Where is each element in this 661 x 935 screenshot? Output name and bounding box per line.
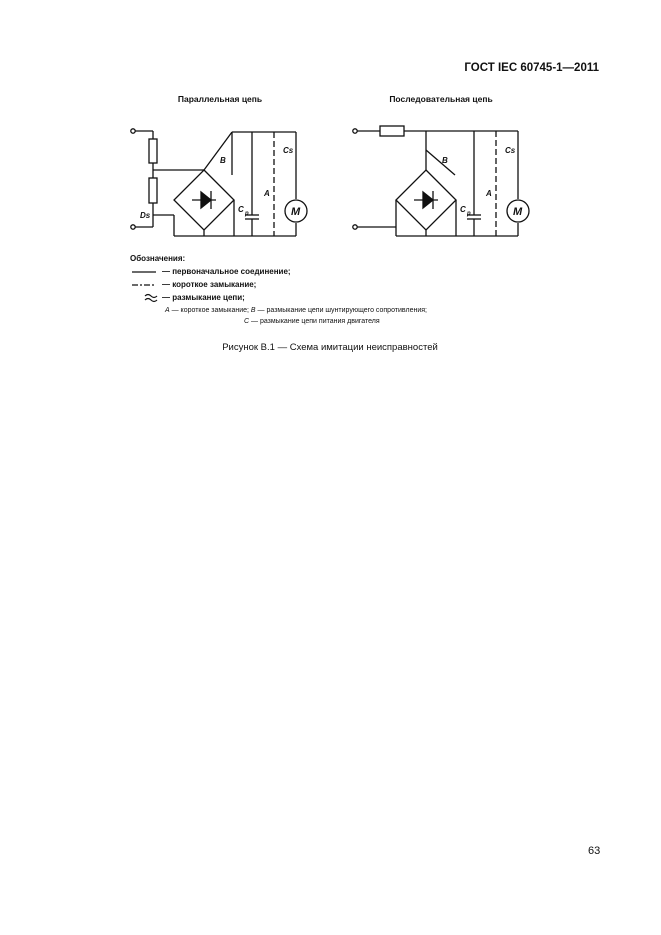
label-b-right: B bbox=[442, 156, 448, 165]
figure-caption: Рисунок В.1 — Схема имитации неисправностей bbox=[222, 342, 438, 353]
legend-row-short: — короткое замыкание; bbox=[162, 280, 257, 289]
parallel-circuit-title: Параллельная цепь bbox=[177, 94, 263, 104]
label-b-left: B bbox=[220, 156, 226, 165]
parallel-circuit bbox=[131, 129, 307, 236]
label-a-right: A bbox=[486, 189, 492, 198]
legend-note-1: A — короткое замыкание; B — размыкание цепи шунтирующего сопротивления; bbox=[165, 307, 427, 314]
legend-heading: Обозначения: bbox=[130, 254, 186, 263]
label-motor-right: M bbox=[513, 206, 523, 218]
label-cs-right: Cs bbox=[505, 146, 516, 155]
document-id: ГОСТ IEC 60745-1—2011 bbox=[464, 62, 599, 74]
label-ds-left: Ds bbox=[140, 211, 151, 220]
resistor-shunt bbox=[149, 178, 157, 203]
label-cp-sub-right: p bbox=[467, 211, 471, 217]
legend-tilde-symbol bbox=[145, 295, 157, 302]
legend-note-2: C — размыкание цепи питания двигателя bbox=[244, 318, 380, 325]
series-circuit bbox=[353, 126, 529, 236]
resistor-top bbox=[149, 139, 157, 163]
label-cp-left: C bbox=[238, 205, 244, 214]
legend-row-open: — размыкание цепи; bbox=[162, 293, 245, 302]
label-cp-sub-left: p bbox=[245, 211, 249, 217]
label-motor-left: M bbox=[291, 206, 301, 218]
resistor-series bbox=[380, 126, 404, 136]
page-number: 63 bbox=[588, 845, 601, 857]
label-a-left: A bbox=[264, 189, 270, 198]
legend-row-initial: — первоначальное соединение; bbox=[162, 267, 291, 276]
label-cs-left: Cs bbox=[283, 146, 294, 155]
label-cp-right: C bbox=[460, 205, 466, 214]
series-circuit-title: Последовательная цепь bbox=[389, 94, 493, 104]
